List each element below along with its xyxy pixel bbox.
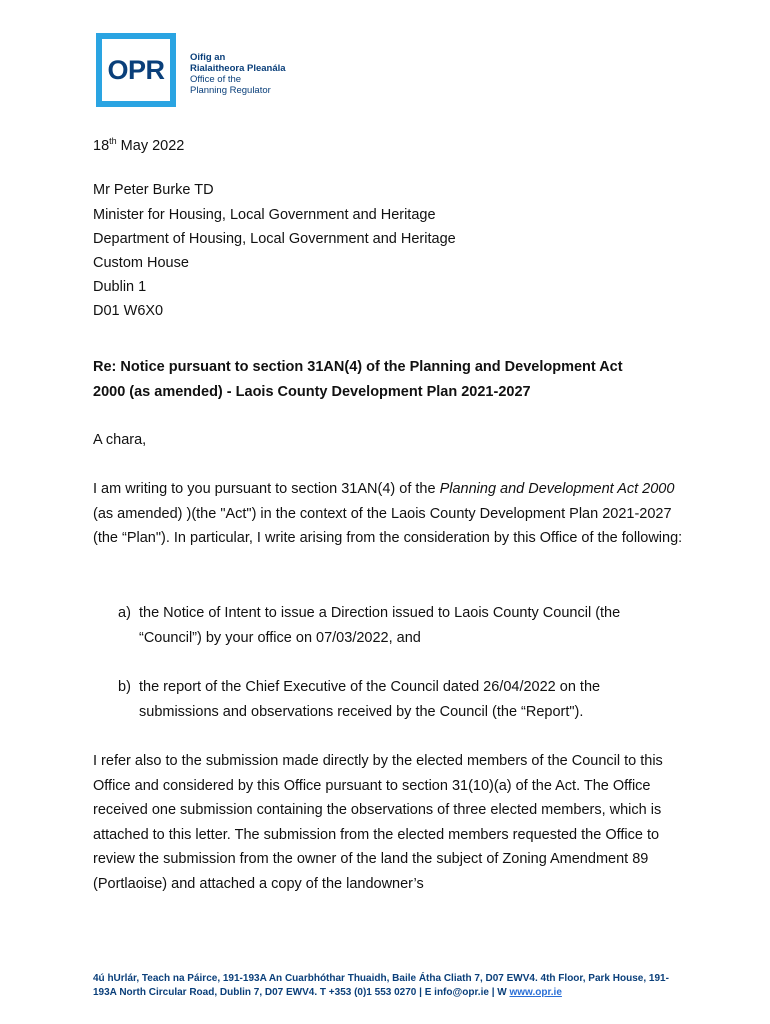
subject-line-2: 2000 (as amended) - Laois County Development Plan 2021-2027 — [93, 384, 531, 400]
paragraph-2: I refer also to the submission made directly by the elected members of the Council to this Office and considered by this Office pursuant to section 31(10)(a) of the Act. The Office received one submission containing the observations of three elected members, which is attached to this letter. The submission from the elected members requested the Office to review the submission from the owner of the land the subject of Zoning Amendment 89 (Portlaoise) and attached a copy of the landowner’s — [93, 753, 663, 892]
salutation: A chara, — [93, 432, 147, 448]
paragraph-1: I am writing to you pursuant to section 31AN(4) of the Planning and Development Act 2000 (as amended) )(the "Act") in the context of the Laois County Development Plan 2021-2027 (the “Plan"). In particular, I write arising from the consideration by this Office of the following: — [93, 481, 683, 546]
subject-line-1: Re: Notice pursuant to section 31AN(4) of the Planning and Development Act — [93, 359, 623, 375]
website-link[interactable]: www.opr.ie — [509, 987, 562, 998]
list-item-b — [118, 675, 678, 724]
address-line: D01 W6X0 — [93, 303, 164, 319]
list-marker: b) — [118, 679, 131, 695]
footer-address: 4ú hUrlár, Teach na Páirce, 191-193A An Cuarbhóthar Thuaidh, Baile Átha Cliath 7, D07 EWV4. 4th Floor, Park House, 191-193A North Circular Road, Dublin 7, D07 EWV4. T +353 (0)1 553 0270 | E info@opr.ie | W www.opr.ie — [93, 973, 669, 998]
list-item-text: the report of the Chief Executive of the Council dated 26/04/2022 on the submissions and observations received by the Council (the “Report"). — [139, 679, 601, 720]
opr-logo — [96, 33, 176, 107]
address-line: Mr Peter Burke TD — [93, 182, 214, 198]
address-line: Dublin 1 — [93, 279, 147, 295]
letter-date: 18th May 2022 — [93, 136, 185, 154]
logo-name-en-1: Office of the — [190, 74, 242, 85]
logo-names — [190, 52, 286, 96]
list-item-a — [118, 601, 678, 650]
logo-name-ga-1: Oifig an — [190, 52, 226, 63]
logo-name-ga-2: Rialaitheora Pleanála — [190, 63, 286, 74]
list-item-text: the Notice of Intent to issue a Direction issued to Laois County Council (the “Council”) by your office on 07/03/2022, and — [139, 605, 621, 646]
address-line: Custom House — [93, 255, 189, 271]
logo-name-en-2: Planning Regulator — [190, 85, 271, 96]
address-line: Department of Housing, Local Government and Heritage — [93, 231, 456, 247]
logo-mark: OPR — [107, 54, 165, 85]
list-marker: a) — [118, 605, 131, 621]
address-line: Minister for Housing, Local Government and Heritage — [93, 207, 436, 223]
